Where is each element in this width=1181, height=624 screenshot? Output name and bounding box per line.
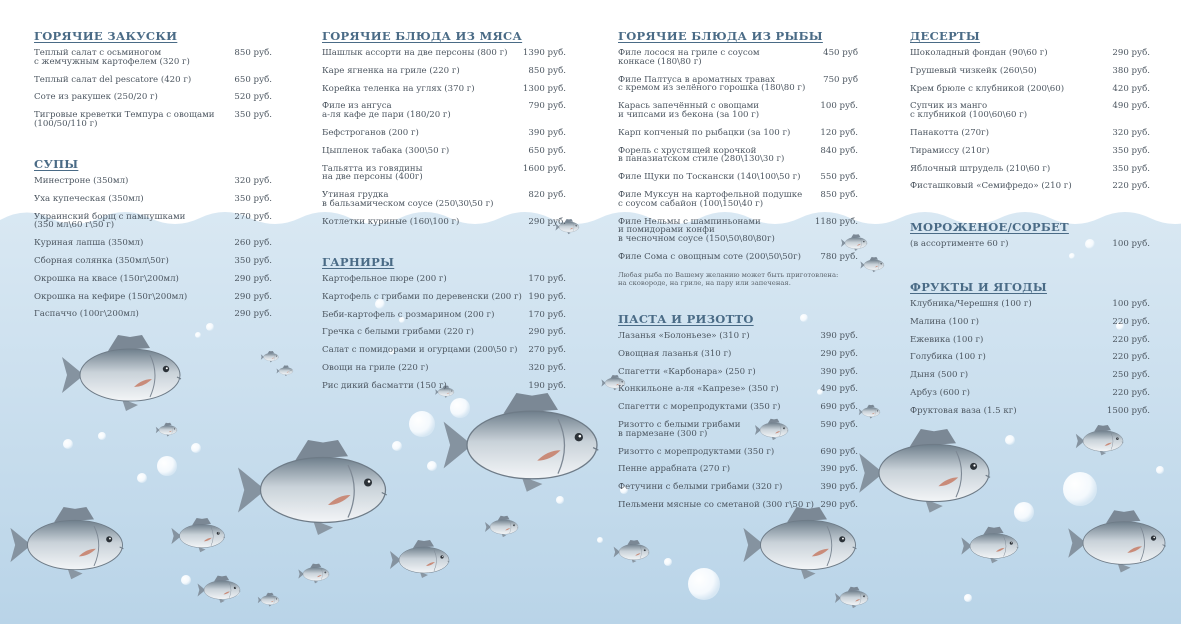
menu-item <box>322 147 566 156</box>
item-name: Минестроне (350мл) <box>34 176 129 186</box>
item-name: Филе лосося на гриле с соусом конкасе (180\80 г) <box>618 48 760 67</box>
item-price: 1600 руб. <box>522 163 566 174</box>
section-pasta-risotto <box>618 312 858 519</box>
item-price: 320 руб. <box>234 176 272 186</box>
section-soups <box>34 157 272 328</box>
item-name: Клубника/Черешня (100 г) <box>910 299 1032 309</box>
section-desserts <box>910 29 1150 200</box>
menu-item <box>910 300 1150 309</box>
item-price: 100 руб. <box>820 101 858 112</box>
item-price: 850 руб. <box>234 48 272 58</box>
section-ice-cream-sorbet <box>910 220 1150 258</box>
item-price: 390 руб. <box>820 366 858 377</box>
item-name: Фисташковый «Семифредо» (210 г) <box>910 181 1072 192</box>
item-price: 650 руб. <box>528 145 566 156</box>
item-name: Карп копченый по рыбацки (за 100 г) <box>618 127 791 138</box>
menu-item <box>34 239 272 248</box>
menu-item <box>618 49 858 67</box>
menu-item <box>322 85 566 94</box>
item-name: Окрошка на квасе (150г\200мл) <box>34 273 179 284</box>
menu-item <box>910 147 1150 156</box>
section-title: ДЕСЕРТЫ <box>910 29 981 43</box>
item-price: 350 руб. <box>234 255 272 266</box>
item-name: Ежевика (100 г) <box>910 334 984 345</box>
item-name: Грушевый чизкейк (260\50) <box>910 65 1037 76</box>
item-price: 490 руб. <box>820 384 858 395</box>
item-price: 290 руб. <box>820 348 858 359</box>
item-price: 780 руб. <box>820 251 858 262</box>
item-name: Украинский борщ с пампушками (350 мл\60 г\50 г) <box>34 211 186 231</box>
item-price: 320 руб. <box>528 362 566 373</box>
item-price: 170 руб. <box>528 309 566 320</box>
section-side-dishes <box>322 255 566 400</box>
menu-item <box>322 67 566 76</box>
menu-item <box>618 483 858 492</box>
fish-preparation-note: Любая рыба по Вашему желанию может быть приготовлена: на сковороде, на гриле, на пару или запеченая. <box>618 270 839 287</box>
item-price: 290 руб. <box>528 216 566 227</box>
section-title: ФРУКТЫ И ЯГОДЫ <box>910 280 1047 294</box>
item-name: Бефстроганов (200 г) <box>322 127 419 138</box>
menu-item <box>618 147 858 165</box>
menu-item <box>618 465 858 474</box>
menu-item <box>34 310 272 319</box>
menu-item <box>322 382 566 391</box>
item-price: 450 руб <box>823 48 858 58</box>
item-name: Филе Щуки по Тоскански (140\100\50 г) <box>618 172 801 183</box>
menu-item <box>618 350 858 359</box>
item-price: 260 руб. <box>234 238 272 249</box>
item-name: Теплый салат del pescatore (420 г) <box>34 74 192 85</box>
menu-item <box>322 311 566 320</box>
item-price: 840 руб. <box>820 145 858 156</box>
menu-item <box>322 364 566 373</box>
item-name: Картофельное пюре (200 г) <box>322 274 447 284</box>
item-name: Фруктовая ваза (1.5 кг) <box>910 405 1017 416</box>
menu-item <box>322 102 566 120</box>
item-name: Филе из ангуса а-ля кафе де пари (180/20 г) <box>322 101 451 121</box>
item-name: Овощная лазанья (310 г) <box>618 348 732 359</box>
item-name: Спагетти «Карбонара» (250 г) <box>618 366 756 377</box>
menu-item <box>618 501 858 510</box>
item-name: Сборная солянка (350мл\50г) <box>34 255 169 266</box>
item-name: Супчик из манго с клубникой (100\60\60 г) <box>910 101 1028 121</box>
menu-item <box>618 421 858 439</box>
item-price: 520 руб. <box>234 92 272 103</box>
item-price: 820 руб. <box>528 190 566 201</box>
item-name: Теплый салат с осьминогом с жемчужным картофелем (320 г) <box>34 48 190 67</box>
menu-item <box>618 102 858 120</box>
menu-item <box>322 328 566 337</box>
item-price: 490 руб. <box>1112 101 1150 112</box>
item-price: 190 руб. <box>528 291 566 302</box>
item-price: 290 руб. <box>820 499 858 510</box>
item-price: 290 руб. <box>1112 48 1150 58</box>
menu-item <box>910 102 1150 120</box>
item-name: Тальятта из говядины на две персоны (400г) <box>322 163 423 183</box>
item-price: 290 руб. <box>528 327 566 338</box>
item-price: 1500 руб. <box>1106 405 1150 416</box>
item-name: Ризотто с белыми грибами в пармезане (300 г) <box>618 419 741 439</box>
item-name: Яблочный штрудель (210\60 г) <box>910 163 1051 174</box>
menu-item <box>910 353 1150 362</box>
item-price: 1390 руб. <box>522 48 566 58</box>
menu-item <box>910 407 1150 416</box>
menu-item <box>618 76 858 94</box>
item-name: Арбуз (600 г) <box>910 387 971 398</box>
menu-item <box>34 93 272 102</box>
menu-item <box>34 111 272 129</box>
menu-item <box>618 368 858 377</box>
item-name: Филе Палтуса в ароматных травах с кремом из зелёного горошка (180\80 г) <box>618 74 806 94</box>
item-price: 170 руб. <box>528 274 566 284</box>
item-price: 750 руб <box>823 74 858 85</box>
item-price: 290 руб. <box>234 291 272 302</box>
item-price: 390 руб. <box>820 482 858 493</box>
item-name: Конкильоне а-ля «Капрезе» (350 г) <box>618 384 779 395</box>
section-title: МОРОЖЕНОЕ/СОРБЕТ <box>910 220 1069 234</box>
item-price: 350 руб. <box>234 110 272 121</box>
item-price: 420 руб. <box>1112 83 1150 94</box>
item-name: Окрошка на кефире (150г\200мл) <box>34 291 188 302</box>
item-name: Куриная лапша (350мл) <box>34 238 144 249</box>
item-name: Панакотта (270г) <box>910 127 989 138</box>
item-price: 590 руб. <box>820 419 858 430</box>
menu-item <box>910 240 1150 249</box>
menu-item <box>618 173 858 182</box>
menu-item <box>910 67 1150 76</box>
item-name: Лазанья «Болоньезе» (310 г) <box>618 331 750 341</box>
item-name: Корейка теленка на углях (370 г) <box>322 83 475 94</box>
menu-item <box>910 371 1150 380</box>
menu-item <box>34 76 272 85</box>
item-price: 270 руб. <box>234 211 272 222</box>
menu-item <box>618 218 858 244</box>
item-name: Шоколадный фондан (90\60 г) <box>910 48 1048 58</box>
item-price: 390 руб. <box>820 331 858 341</box>
item-name: Филе Муксун на картофельной подушке с соусом сабайон (100\150\40 г) <box>618 189 803 209</box>
menu-item <box>322 129 566 138</box>
menu-item <box>34 275 272 284</box>
item-name: Ризотто с морепродуктами (350 г) <box>618 446 775 457</box>
item-price: 690 руб. <box>820 402 858 413</box>
item-price: 290 руб. <box>234 273 272 284</box>
menu-item <box>618 129 858 138</box>
item-name: Гречка с белыми грибами (220 г) <box>322 327 474 338</box>
menu-item <box>910 129 1150 138</box>
item-name: Гаспаччо (100г\200мл) <box>34 309 139 320</box>
item-price: 100 руб. <box>1112 299 1150 309</box>
item-price: 690 руб. <box>820 446 858 457</box>
item-price: 120 руб. <box>820 127 858 138</box>
item-name: Спагетти с морепродуктами (350 г) <box>618 402 781 413</box>
item-price: 790 руб. <box>528 101 566 112</box>
item-name: Рис дикий басматти (150 г) <box>322 380 447 391</box>
item-price: 850 руб. <box>528 65 566 76</box>
item-price: 1180 руб. <box>814 216 858 227</box>
item-price: 350 руб. <box>1112 145 1150 156</box>
item-name: Каре ягненка на гриле (220 г) <box>322 65 460 76</box>
menu-item <box>910 165 1150 174</box>
menu-item <box>322 49 566 58</box>
item-price: 220 руб. <box>1112 316 1150 327</box>
item-price: 1300 руб. <box>522 83 566 94</box>
menu-item <box>34 177 272 186</box>
item-price: 850 руб. <box>820 189 858 200</box>
item-name: Форель с хрустящей корочкой в паназиатском стиле (280\130\30 г) <box>618 145 785 165</box>
item-price: 380 руб. <box>1112 65 1150 76</box>
item-price: 220 руб. <box>1112 387 1150 398</box>
menu-item <box>618 191 858 209</box>
item-name: Фетучини с белыми грибами (320 г) <box>618 482 783 493</box>
item-name: Голубика (100 г) <box>910 352 986 363</box>
item-name: Пельмени мясные со сметаной (300 г\50 г) <box>618 499 814 510</box>
menu-item <box>618 253 858 262</box>
item-name: Малина (100 г) <box>910 316 980 327</box>
item-price: 290 руб. <box>234 309 272 320</box>
item-name: Соте из ракушек (250/20 г) <box>34 92 158 103</box>
item-name: Овощи на гриле (220 г) <box>322 362 429 373</box>
item-name: Карась запечённый с овощами и чипсами из бекона (за 100 г) <box>618 101 760 120</box>
item-price: 250 руб. <box>1112 370 1150 381</box>
menu-item <box>34 293 272 302</box>
section-title: ГОРЯЧИЕ БЛЮДА ИЗ МЯСА <box>322 29 523 43</box>
item-price: 270 руб. <box>528 345 566 356</box>
section-title: ГАРНИРЫ <box>322 255 395 269</box>
item-price: 550 руб. <box>820 172 858 183</box>
item-name: (в ассортименте 60 г) <box>910 239 1009 249</box>
menu-item <box>34 195 272 204</box>
item-price: 350 руб. <box>234 193 272 204</box>
menu-item <box>910 182 1150 191</box>
item-name: Утиная грудка в бальзамическом соусе (250\30\50 г) <box>322 190 494 209</box>
section-title: ГОРЯЧИЕ ЗАКУСКИ <box>34 29 178 43</box>
menu-item <box>322 293 566 302</box>
item-price: 220 руб. <box>1112 334 1150 345</box>
menu-item <box>618 448 858 457</box>
item-name: Тирамиссу (210г) <box>910 145 990 156</box>
item-name: Уха купеческая (350мл) <box>34 193 144 204</box>
menu-item <box>322 165 566 183</box>
item-name: Филе Сома с овощным соте (200\50\50г) <box>618 251 801 262</box>
item-price: 220 руб. <box>1112 352 1150 363</box>
section-title: ГОРЯЧИЕ БЛЮДА ИЗ РЫБЫ <box>618 29 823 43</box>
item-name: Крем брюле с клубникой (200\60) <box>910 83 1065 94</box>
item-name: Котлетки куриные (160\100 г) <box>322 216 460 227</box>
item-name: Салат с помидорами и огурцами (200\50 г) <box>322 345 518 356</box>
menu-item <box>34 49 272 67</box>
section-fruits-berries <box>910 280 1150 425</box>
item-name: Дыня (500 г) <box>910 370 969 381</box>
section-meat-dishes <box>322 29 566 236</box>
menu-item <box>910 85 1150 94</box>
item-name: Тигровые креветки Темпура с овощами (100/50/110 г) <box>34 110 215 129</box>
item-name: Картофель с грибами по деревенски (200 г) <box>322 291 522 302</box>
item-price: 190 руб. <box>528 380 566 391</box>
section-hot-appetizers <box>34 29 272 138</box>
section-title: СУПЫ <box>34 157 79 171</box>
item-price: 100 руб. <box>1112 239 1150 249</box>
menu-item <box>34 213 272 231</box>
menu-item <box>322 218 566 227</box>
item-price: 650 руб. <box>234 74 272 85</box>
item-name: Беби-картофель с розмарином (200 г) <box>322 309 495 320</box>
menu-item <box>618 385 858 394</box>
section-fish-dishes <box>618 29 858 287</box>
section-title: ПАСТА И РИЗОТТО <box>618 312 754 326</box>
menu-item <box>34 257 272 266</box>
menu-item <box>322 275 566 284</box>
item-price: 390 руб. <box>528 127 566 138</box>
item-price: 220 руб. <box>1112 181 1150 192</box>
menu-item <box>322 346 566 355</box>
menu-item <box>618 403 858 412</box>
item-name: Шашлык ассорти на две персоны (800 г) <box>322 48 508 58</box>
menu-item <box>322 191 566 209</box>
item-price: 350 руб. <box>1112 163 1150 174</box>
menu-item <box>910 318 1150 327</box>
menu-item <box>910 389 1150 398</box>
item-name: Пенне аррабната (270 г) <box>618 464 731 475</box>
item-name: Цыпленок табака (300\50 г) <box>322 145 450 156</box>
menu-item <box>910 336 1150 345</box>
menu-item <box>618 332 858 341</box>
item-name: Филе Нельмы с шампиньонами и помидорами конфи в чесночном соусе (150\50\80\80г) <box>618 216 775 245</box>
item-price: 390 руб. <box>820 464 858 475</box>
item-price: 320 руб. <box>1112 127 1150 138</box>
menu-item <box>910 49 1150 58</box>
